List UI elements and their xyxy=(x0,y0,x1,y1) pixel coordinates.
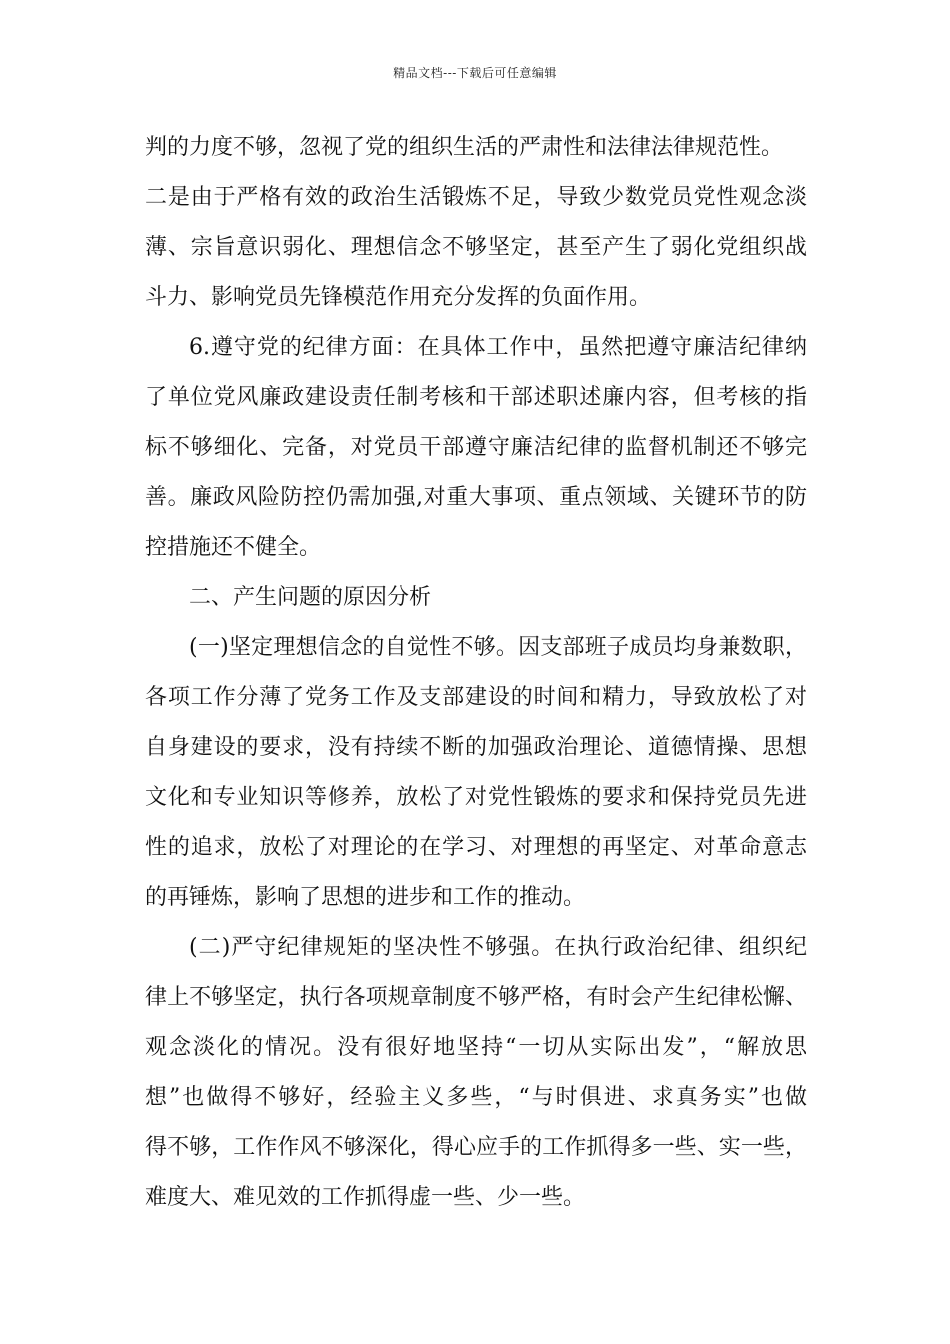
text-line: 二、产生问题的原因分析 xyxy=(189,585,432,610)
text-line: 各项工作分薄了党务工作及支部建设的时间和精力，导致放松了对 xyxy=(145,685,807,710)
text-line: 薄、宗旨意识弱化、理想信念不够坚定，甚至产生了弱化党组织战 xyxy=(145,235,807,260)
text-line: (二)严守纪律规矩的坚决性不够强。在执行政治纪律、组织纪 xyxy=(189,935,807,960)
text-line: 难度大、难见效的工作抓得虚一些、少一些。 xyxy=(145,1185,586,1210)
text-line: 得不够，工作作风不够深化，得心应手的工作抓得多一些、实一些， xyxy=(145,1135,807,1160)
text-line: 判的力度不够，忽视了党的组织生活的严肃性和法律法律规范性。 xyxy=(145,135,784,160)
text-line: 自身建设的要求，没有持续不断的加强政治理论、道德情操、思想 xyxy=(145,735,807,760)
text-line: 性的追求，放松了对理论的在学习、对理想的再坚定、对革命意志 xyxy=(145,835,807,860)
text-line: 善。廉政风险防控仍需加强,对重大事项、重点领域、关键环节的防 xyxy=(145,485,807,510)
text-line: (一)坚定理想信念的自觉性不够。因支部班子成员均身兼数职， xyxy=(189,635,807,660)
page-header: 精品文档---下载后可任意编辑 xyxy=(393,66,557,80)
text-line: 标不够细化、完备，对党员干部遵守廉洁纪律的监督机制还不够完 xyxy=(145,435,807,460)
text-line: 的再锤炼，影响了思想的进步和工作的推动。 xyxy=(145,885,586,910)
text-line: 观念淡化的情况。没有很好地坚持“一切从实际出发”，“解放思 xyxy=(145,1035,807,1060)
body-text xyxy=(145,130,807,1230)
text-line: 控措施还不健全。 xyxy=(145,535,322,560)
text-line: 斗力、影响党员先锋模范作用充分发挥的负面作用。 xyxy=(145,285,652,310)
text-line: 律上不够坚定，执行各项规章制度不够严格，有时会产生纪律松懈、 xyxy=(145,985,807,1010)
text-line: 了单位党风廉政建设责任制考核和干部述职述廉内容，但考核的指 xyxy=(145,385,807,410)
text-line: 想”也做得不够好，经验主义多些，“与时俱进、求真务实”也做 xyxy=(145,1085,807,1110)
text-line: 文化和专业知识等修养，放松了对党性锻炼的要求和保持党员先进 xyxy=(145,785,807,810)
text-line: 6.遵守党的纪律方面：在具体工作中，虽然把遵守廉洁纪律纳 xyxy=(189,335,807,360)
text-line: 二是由于严格有效的政治生活锻炼不足，导致少数党员党性观念淡 xyxy=(145,185,807,210)
